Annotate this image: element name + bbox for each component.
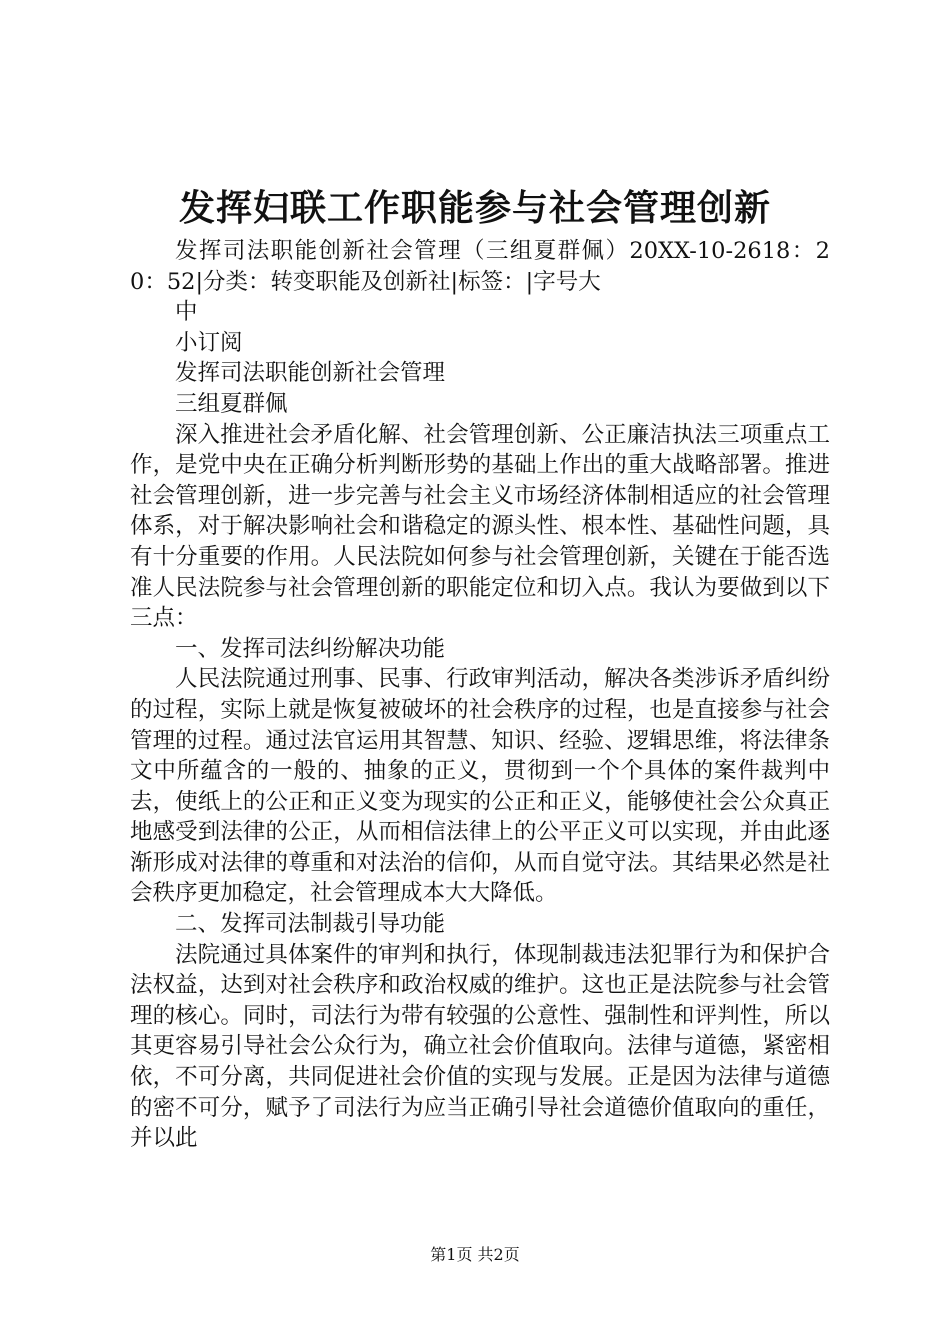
author-line: 三组夏群佩 xyxy=(175,390,288,417)
section-heading-2: 二、发挥司法制裁引导功能 xyxy=(175,911,446,938)
body-paragraph: 深入推进社会矛盾化解、社会管理创新、公正廉洁执法三项重点工作，是党中央在正确分析判断形势的基础上作出的重大战略部署。推进社会管理创新，进一步完善与社会主义市场经济体制相适应的社会管理体系，对于解决影响社会和谐稳定的源头性、根本性、基础性问题，具有十分重要的作用。人民法院如何参与社会管理创新，关键在于能否选准人民法院参与社会管理创新的职能定位和切入点。我认为要做到以下三点： xyxy=(130,421,830,632)
article-title-line: 发挥司法职能创新社会管理 xyxy=(175,360,446,387)
page-footer: 第1页 共2页 xyxy=(430,1245,520,1264)
section-heading-1: 一、发挥司法纠纷解决功能 xyxy=(175,635,446,662)
body-paragraph: 人民法院通过刑事、民事、行政审判活动，解决各类涉诉矛盾纠纷的过程，实际上就是恢复被破坏的社会秩序的过程，也是直接参与社会管理的过程。通过法官运用其智慧、知识、经验、逻辑思维，将法律条文中所蕴含的一般的、抽象的正义，贯彻到一个个具体的案件裁判中去，使纸上的公正和正义变为现实的公正和正义，能够使社会公众真正地感受到法律的公正，从而相信法律上的公平正义可以实现，并由此逐渐形成对法律的尊重和对法治的信仰，从而自觉守法。其结果必然是社会秩序更加稳定，社会管理成本大大降低。 xyxy=(130,666,830,907)
document-title: 发挥妇联工作职能参与社会管理创新 xyxy=(178,187,771,229)
document-body xyxy=(130,236,830,1154)
meta-font-size-middle: 中 xyxy=(175,299,198,326)
meta-subscribe: 小订阅 xyxy=(175,329,243,356)
body-paragraph: 法院通过具体案件的审判和执行，体现制裁违法犯罪行为和保护合法权益，达到对社会秩序和政治权威的维护。这也正是法院参与社会管理的核心。同时，司法行为带有较强的公意性、强制性和评判性，所以其更容易引导社会公众行为，确立社会价值取向。法律与道德，紧密相依，不可分离，共同促进社会价值的实现与发展。正是因为法律与道德的密不可分，赋予了司法行为应当正确引导社会道德价值取向的重任，并以此 xyxy=(130,941,830,1152)
meta-line: 发挥司法职能创新社会管理（三组夏群佩）20XX-10-2618：20：52|分类：转变职能及创新社|标签：|字号大 xyxy=(130,238,830,295)
